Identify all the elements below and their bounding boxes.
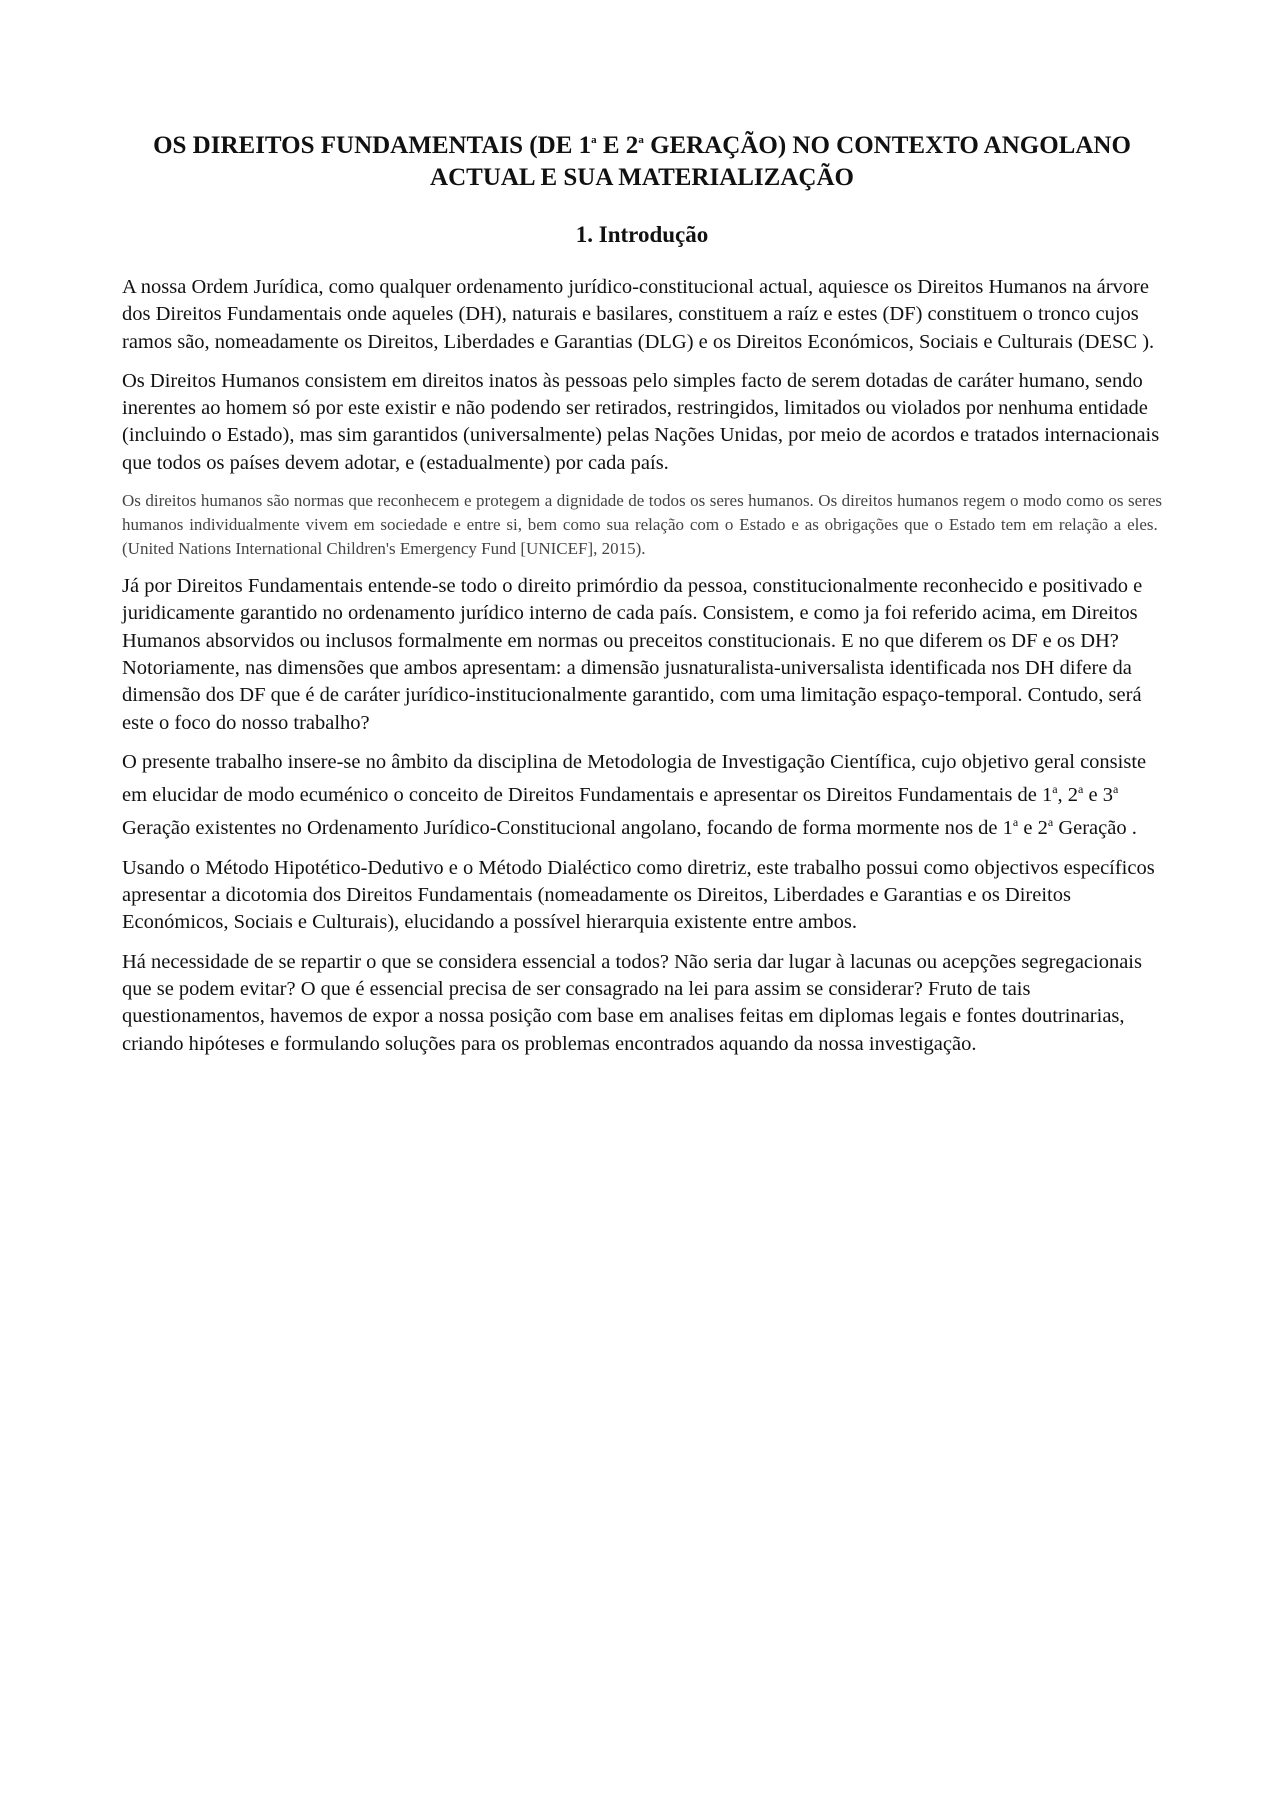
title-superscript-2: a [638, 134, 644, 146]
document-page [122, 124, 1162, 1070]
scope-superscript-2: a [1078, 782, 1084, 797]
paragraph-legal-order: A nossa Ordem Jurídica, como qualquer ordenamento jurídico-constitucional actual, aquiesce os Direitos Humanos na árvore dos Direitos Fundamentais onde aqueles (DH), naturais e basilares, constituem a raíz e estes (DF) constituem o tronco cujos ramos são, nomeadamente os Direitos, Liberdades e Garantias (DLG) e os Direitos Económicos, Sociais e Culturais (DESC ). [122, 276, 1155, 353]
scope-superscript-1: a [1052, 782, 1058, 797]
block-quote [122, 489, 1162, 561]
scope-superscript-3: a [1112, 782, 1119, 797]
paragraph-method: Usando o Método Hipotético-Dedutivo e o Método Dialéctico como diretriz, este trabalho possui como objectivos específicos apresentar a dicotomia dos Direitos Fundamentais (nomeadamente os Direitos, Liberdades e Garantias e os Direitos Económicos, Sociais e Culturais), elucidando a possível hierarquia existente entre ambos. [122, 856, 1155, 934]
title-text-part3: GERAÇÃO) NO CONTEXTO ANGOLANO ACTUAL E SUA MATERIALIZAÇÃO [430, 132, 1131, 191]
scope-superscript-4: a [1012, 815, 1019, 830]
quote-text: Os direitos humanos são normas que reconhecem e protegem a dignidade de todos os seres humanos. Os direitos humanos regem o modo como os seres humanos individualmente vivem em sociedade e entre si, bem como sua relação com o Estado e as obrigações que o Estado tem em relação a eles. [122, 491, 1162, 535]
scope-superscript-5: a [1047, 815, 1054, 830]
paragraph-human-rights: Os Direitos Humanos consistem em direitos inatos às pessoas pelo simples facto de serem dotadas de caráter humano, sendo inerentes ao homem só por este existir e não podendo ser retirados, restringidos, limitados ou violados por nenhuma entidade (incluindo o Estado), mas sim garantidos (universalmente) pelas Nações Unidas, por meio de acordos e tratados internacionais que todos os países devem adotar, e (estadualmente) por cada país. [122, 369, 1160, 474]
title-text-part2: E 2 [596, 132, 639, 159]
quote-citation: (United Nations International Children's Emergency Fund [UNICEF], 2015). [122, 539, 646, 559]
paragraph-scope [122, 749, 1162, 843]
paragraph-fundamental-rights: Já por Direitos Fundamentais entende-se todo o direito primórdio da pessoa, constitucionalmente reconhecido e positivado e juridicamente garantido no ordenamento jurídico interno de cada país. Consistem, e como ja foi referido acima, em Direitos Humanos absorvidos ou inclusos formalmente em normas ou preceitos constitucionais. E no que diferem os DF e os DH? Notoriamente, nas dimensões que ambos apresentam: a dimensão jusnaturalista-universalista identificada nos DH difere da dimensão dos DF que é de caráter jurídico-institucionalmente garantido, com uma limitação espaço-temporal. Contudo, será este o foco do nosso trabalho? [122, 575, 1143, 734]
scope-text-part4: Geração existentes no Ordenamento Jurídico-Constitucional angolano, focando de forma mormente nos de 1 [122, 817, 1013, 840]
paragraph-questions: Há necessidade de se repartir o que se considera essencial a todos? Não seria dar lugar à lacunas ou acepções segregacionais que se podem evitar? O que é essencial precisa de ser consagrado na lei para assim se considerar? Fruto de tais questionamentos, havemos de expor a nossa posição com base em analises feitas em diplomas legais e fontes doutrinarias, criando hipóteses e formulando soluções para os problemas encontrados aquando da nossa investigação. [122, 950, 1142, 1055]
scope-text-part3: e 3 [1083, 784, 1113, 807]
scope-text-part5: e 2 [1018, 817, 1048, 840]
title-superscript-1: a [591, 134, 597, 146]
document-title [122, 124, 1162, 194]
section-heading: 1. Introdução [575, 222, 709, 247]
title-text-part1: OS DIREITOS FUNDAMENTAIS (DE 1 [153, 132, 592, 159]
scope-text-part6: Geração . [1053, 817, 1137, 840]
scope-text-part2: , 2 [1057, 784, 1079, 807]
scope-text-part1: O presente trabalho insere-se no âmbito da disciplina de Metodologia de Investigação Científica, cujo objetivo geral consiste em elucidar de modo ecuménico o conceito de Direitos Fundamentais e apresentar os Direitos Fundamentais de 1 [122, 750, 1147, 807]
